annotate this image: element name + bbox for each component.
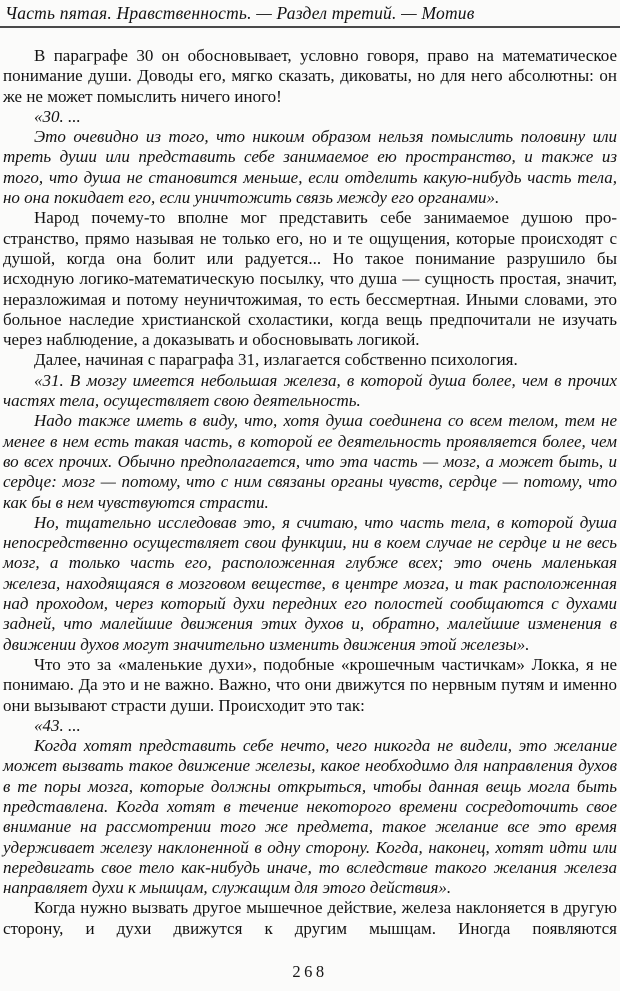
page-body: [3, 46, 617, 939]
page-number: 268: [292, 962, 328, 981]
paragraph: Это очевидно из того, что никоим образом нельзя помыслить половину или треть души или представить себе занимаемое ею пространство, и также из того, что душа не становится меньше, если отделить какую-нибудь часть тела, но она покидает его, если уничтожить связь между его органами».: [3, 127, 617, 208]
paragraph: В параграфе 30 он обосновывает, условно говоря, право на математическое понимание души. Доводы его, мягко сказать, диковаты, но для него абсолютны: он же не может помыслить ничего иного!: [3, 46, 617, 106]
paragraph: Что это за «маленькие духи», подобные «крошечным частичкам» Локка, я не понимаю. Да это и не важно. Важно, что они движутся по нервным путям и именно они вызывают страсти души. Происходит это так:: [3, 654, 617, 715]
paragraph: Надо также иметь в виду, что, хотя душа соединена со всем телом, тем не менее в нем есть такая часть, в которой ее деятельность проявляется более, чем во всех прочих. Обычно предполагается, что эта часть — мозг, а может быть, и сердце: мозг — потому, что с ним связаны органы чувств, сердце — потому, что как бы в нем чувствуются страсти.: [3, 411, 617, 512]
header-rule: [0, 26, 620, 28]
paragraph: Далее, начиная с параграфа 31, излагается собственно психология.: [34, 350, 518, 370]
paragraph: Когда нужно вызвать другое мышечное действие, железа наклоняется в другую сторону, и духи движутся к другим мышцам. Иногда появляются: [3, 898, 617, 938]
paragraph: Но, тщательно исследовав это, я считаю, что часть тела, в которой душа непосредственно осуществляет свои функции, ни в коем случае не сердце и не весь мозг, а только часть его, расположенная глубже всех; это очень маленькая железа, находящаяся в мозговом веществе, в центре мозга, и так расположенная над проходом, через который духи передних его полостей сообщаются с духами задней, что малейшие движения этих духов и, обратно, малейшие изменения в движении духов могут значительно изменить движения этой железы».: [3, 512, 617, 654]
paragraph: «43. ...: [34, 715, 81, 735]
paragraph: Когда хотят представить себе нечто, чего никогда не видели, это желание может вызвать такое движение железы, какое необходимо для направления духов в те поры мозга, которые должны открыться, чтобы данная вещь могла быть представлена. Когда хотят в течение некоторого времени сосредоточить свое внимание на рассмотрении того же предмета, такое желание все это время удерживает железу наклоненной в одну сторону. Когда, наконец, хотят идти или передвигать свое тело как-нибудь иначе, то вследствие такого желания железа направляет духи к мышцам, служащим для этого действия».: [3, 736, 617, 898]
paragraph: «30. ...: [34, 106, 81, 126]
paragraph: Народ почему-то вполне мог представить себе занимаемое душою пространство, прямо называя не только его, но и те ощущения, которые происходят с душой, когда она болит или радуется... Но такое понимание разрушило бы исходную логико-математическую посылку, что душа — сущность простая, значит, неразложимая и потому неуничтожимая, то есть бессмертная. Иными словами, это больное наследие христианской схоластики, когда вещь предпочитали не изучать через наблюдение, а доказывать и обосновывать логикой.: [3, 208, 617, 350]
running-header: Часть пятая. Нравственность. — Раздел третий. — Мотив: [5, 3, 475, 23]
paragraph: «31. В мозгу имеется небольшая железа, в которой душа более, чем в прочих частях тела, осуществляет свою деятельность.: [3, 370, 617, 411]
